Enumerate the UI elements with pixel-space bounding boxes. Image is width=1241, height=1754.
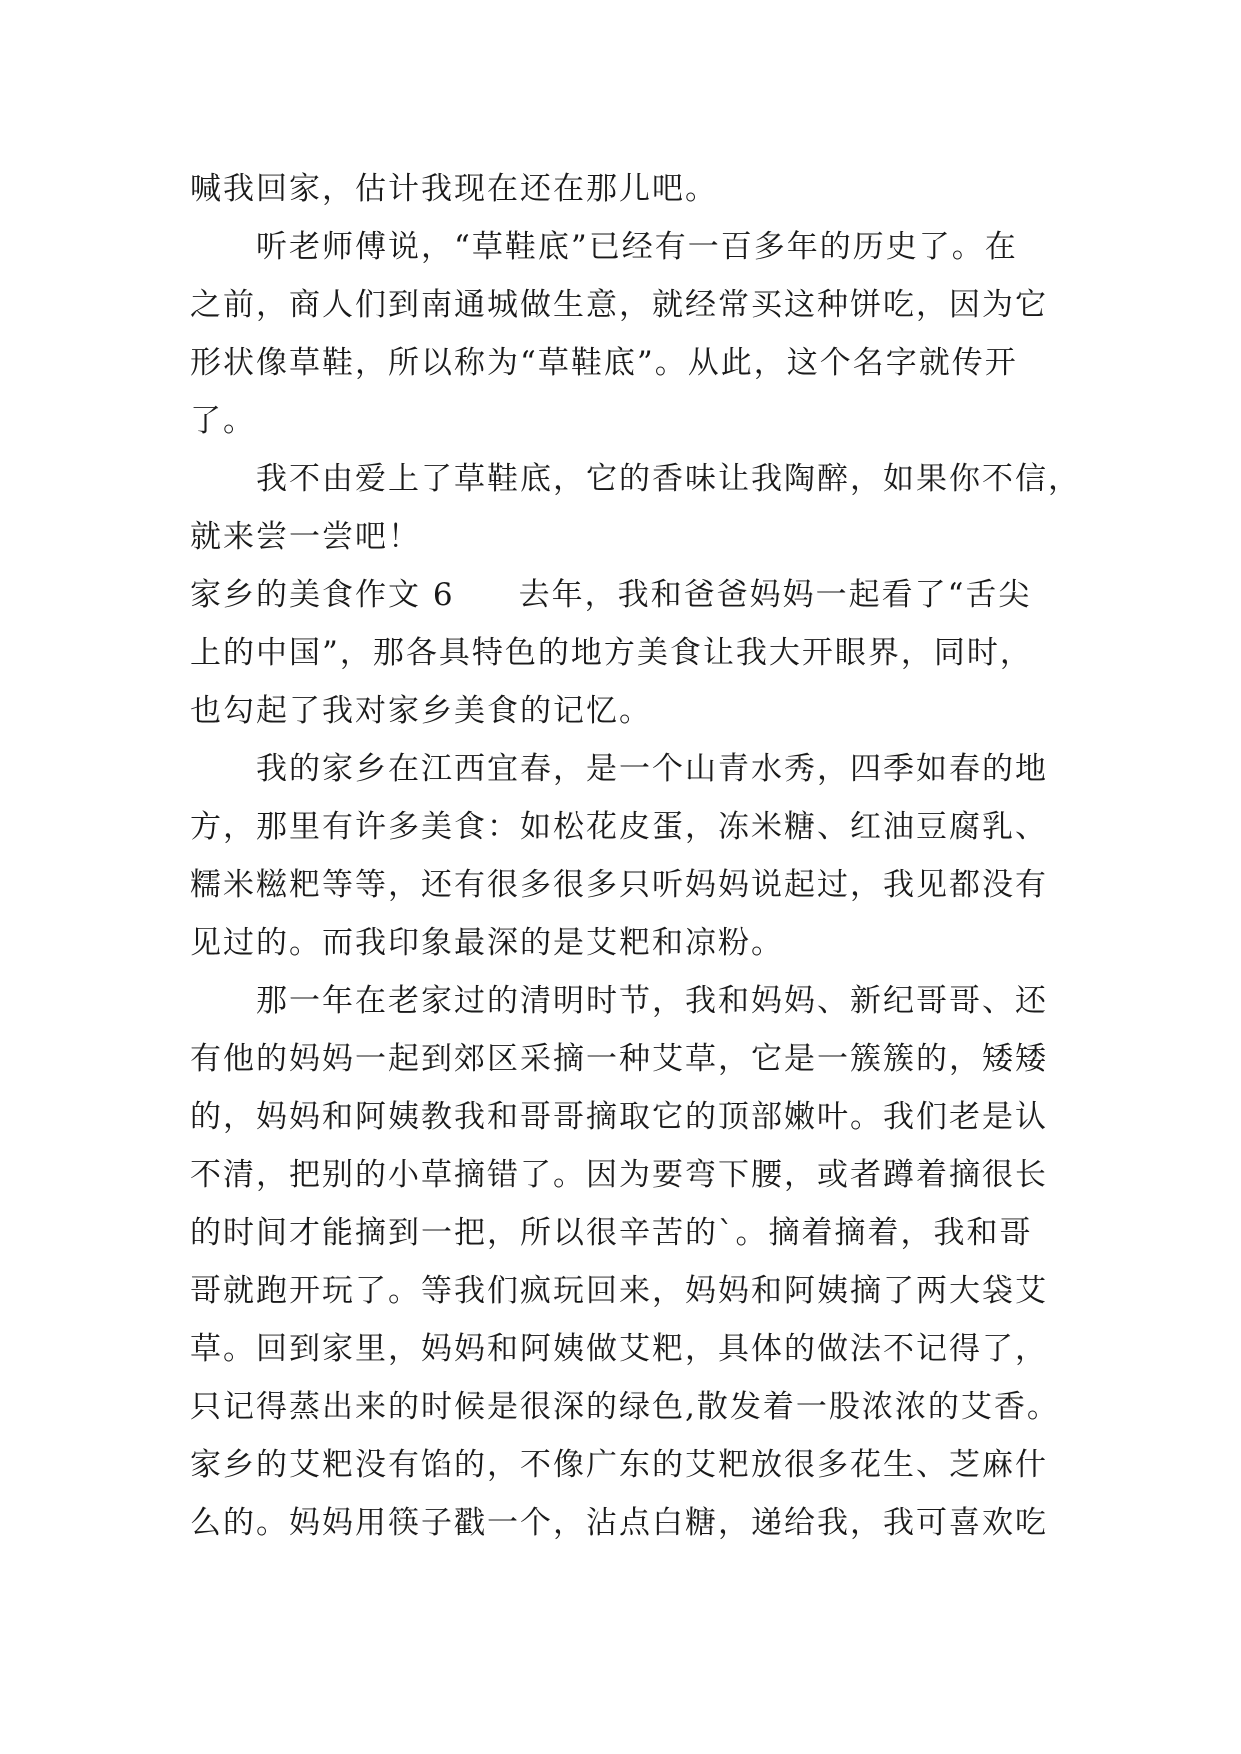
paragraph-start: 我的家乡在江西宜春，是一个山青水秀，四季如春的地 [256,751,1048,787]
section-title: 家乡的美食作文 6 [190,577,455,613]
text-line: 家乡的艾粑没有馅的，不像广东的艾粑放很多花生、芝麻什 [190,1447,1048,1483]
text-line: 糯米糍粑等等，还有很多很多只听妈妈说起过，我见都没有 [190,867,1048,903]
text-line: 见过的。而我印象最深的是艾粑和凉粉。 [190,925,784,961]
text-line: 形状像草鞋，所以称为“草鞋底”。从此，这个名字就传开 [190,345,1018,381]
document-body [190,160,1081,1552]
text-line: 么的。妈妈用筷子戳一个，沾点白糖，递给我，我可喜欢吃 [190,1505,1048,1541]
text-line: 不清，把别的小草摘错了。因为要弯下腰，或者蹲着摘很长 [190,1157,1048,1193]
paragraph-start: 去年，我和爸爸妈妈一起看了“舌尖 [518,577,1032,613]
text-line: 就来尝一尝吧！ [190,519,421,555]
text-line: 上的中国”，那各具特色的地方美食让我大开眼界，同时， [190,635,1033,671]
text-line: 喊我回家，估计我现在还在那儿吧。 [190,171,718,207]
text-line: 哥就跑开玩了。等我们疯玩回来，妈妈和阿姨摘了两大袋艾 [190,1273,1048,1309]
text-line: 之前，商人们到南通城做生意，就经常买这种饼吃，因为它 [190,287,1048,323]
text-line: 了。 [190,403,256,439]
text-line: 只记得蒸出来的时候是很深的绿色,散发着一股浓浓的艾香。 [190,1389,1060,1425]
section-title-line [190,566,1060,624]
paragraph-start: 那一年在老家过的清明时节，我和妈妈、新纪哥哥、还 [256,983,1048,1019]
text-line: 草。回到家里，妈妈和阿姨做艾粑，具体的做法不记得了， [190,1331,1048,1367]
text-line: 的，妈妈和阿姨教我和哥哥摘取它的顶部嫩叶。我们老是认 [190,1099,1048,1135]
paragraph-start: 我不由爱上了草鞋底，它的香味让我陶醉，如果你不信， [256,461,1081,497]
text-line: 有他的妈妈一起到郊区采摘一种艾草，它是一簇簇的，矮矮 [190,1041,1048,1077]
paragraph-start: 听老师傅说，“草鞋底”已经有一百多年的历史了。在 [256,229,1018,265]
text-line: 方，那里有许多美食：如松花皮蛋，冻米糖、红油豆腐乳、 [190,809,1048,845]
text-line: 也勾起了我对家乡美食的记忆。 [190,693,652,729]
text-line: 的时间才能摘到一把，所以很辛苦的`。摘着摘着，我和哥 [190,1215,1033,1251]
